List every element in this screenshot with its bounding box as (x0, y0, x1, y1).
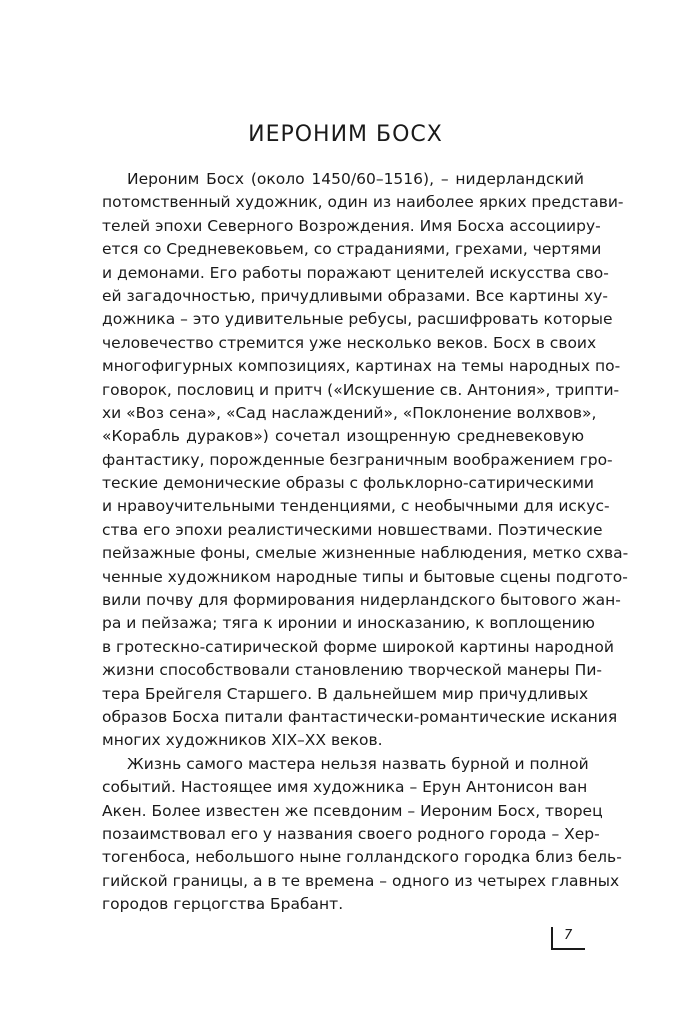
text-line: в гротескно-сатирической форме широкой картины народной (102, 637, 614, 656)
page-number: 7 (564, 928, 573, 943)
text-line: ства его эпохи реалистическими новшествами. Поэтические (102, 520, 603, 539)
chapter-title: ИЕРОНИМ БОСХ (248, 122, 443, 147)
text-line: гийской границы, а в те времена – одного из четырех главных (102, 871, 620, 890)
text-line: Жизнь самого мастера нельзя назвать бурной и полной (127, 754, 589, 773)
text-line: потомственный художник, один из наиболее ярких представи- (102, 193, 624, 212)
text-line: «Корабль дураков») сочетал изощренную средневековую (102, 427, 584, 446)
page-number-bracket-vertical (551, 927, 553, 950)
text-line: событий. Настоящее имя художника – Ерун Антонисон ван (102, 778, 588, 797)
text-line: многих художников XIX–XX веков. (102, 731, 383, 750)
text-line: Акен. Более известен же псевдоним – Иероним Босх, творец (102, 801, 603, 820)
text-line: тогенбоса, небольшого ныне голландского городка близ бель- (102, 848, 622, 867)
text-line: Иероним Босх (около 1450/60–1516), – нидерландский (127, 170, 584, 188)
text-line: теские демонические образы с фольклорно-сатирическими (102, 474, 595, 493)
text-line: ется со Средневековьем, со страданиями, грехами, чертями (102, 240, 602, 259)
text-line: говорок, пословиц и притч («Искушение св. Антония», трипти- (102, 380, 620, 399)
body-text (102, 168, 629, 917)
text-line: и демонами. Его работы поражают ценителей искусства сво- (102, 263, 609, 282)
text-line: многофигурных композициях, картинах на темы народных по- (102, 357, 621, 376)
text-line: тера Брейгеля Старшего. В дальнейшем мир причудливых (102, 684, 589, 703)
text-line: образов Босха питали фантастически-романтические искания (102, 707, 618, 726)
text-line: телей эпохи Северного Возрождения. Имя Босха ассоцииру- (102, 216, 601, 235)
text-line: человечество стремится уже несколько веков. Босх в своих (102, 333, 597, 352)
text-line: жизни способствовали становлению творческой манеры Пи- (102, 661, 602, 680)
text-line: вили почву для формирования нидерландского бытового жан- (102, 591, 621, 610)
text-line: ра и пейзажа; тяга к иронии и иносказанию, к воплощению (102, 614, 595, 633)
paragraph-2 (102, 753, 622, 917)
text-line: хи «Воз сена», «Сад наслаждений», «Поклонение волхвов», (102, 403, 597, 422)
paragraph-1 (102, 168, 629, 753)
text-line: городов герцогства Брабант. (102, 895, 344, 914)
text-line: позаимствовал его у названия своего родного города – Хер- (102, 824, 600, 843)
text-line: ей загадочностью, причудливыми образами. Все картины ху- (102, 286, 609, 305)
text-line: пейзажные фоны, смелые жизненные наблюдения, метко схва- (102, 544, 629, 563)
text-line: и нравоучительными тенденциями, с необычными для искус- (102, 497, 610, 516)
text-line: фантастику, порожденные безграничным воображением гро- (102, 450, 613, 469)
text-line: ченные художником народные типы и бытовые сцены подгото- (102, 567, 628, 586)
text-line: дожника – это удивительные ребусы, расшифровать которые (102, 310, 613, 329)
page-number-bracket-rule (551, 948, 585, 950)
